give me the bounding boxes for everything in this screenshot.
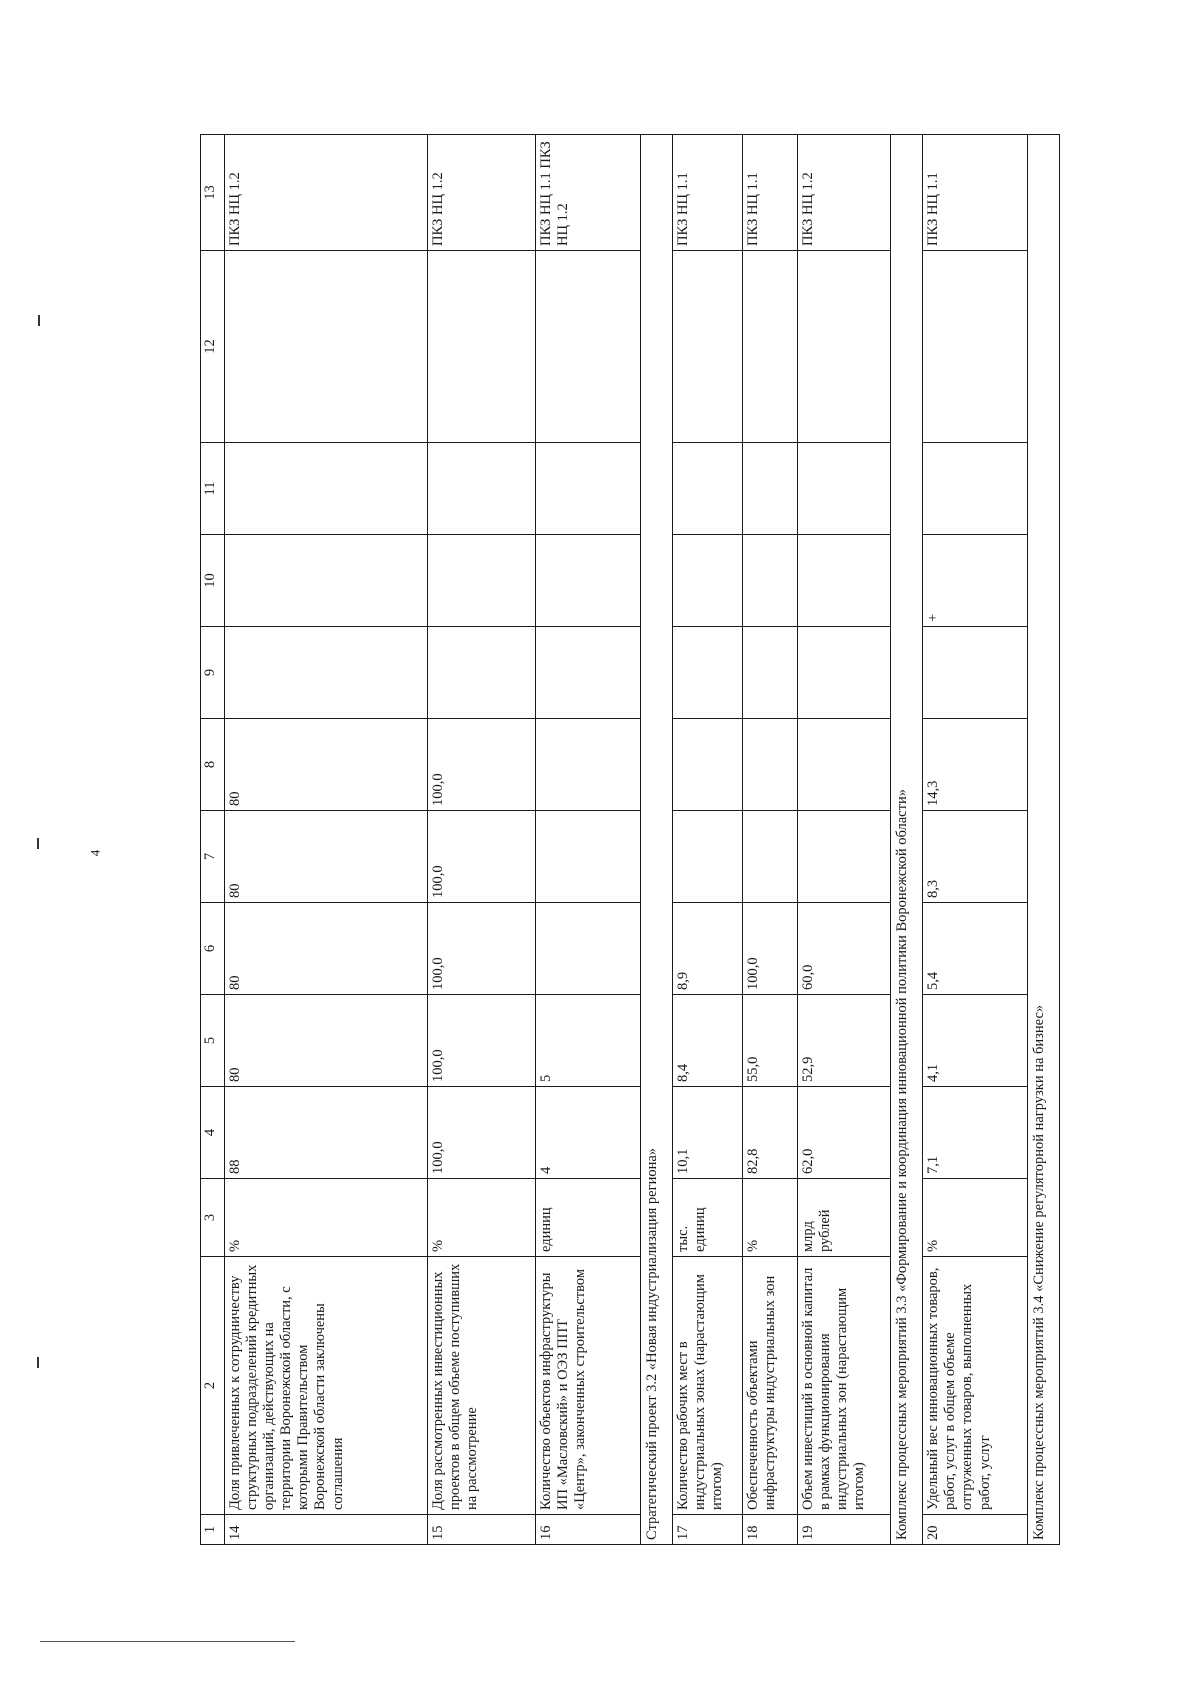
indicator-name: Количество объектов инфраструктуры ИП «Масловский» и ОЭЗ ППТ «Центр», законченных строительством — [535, 1257, 640, 1515]
value-col-11 — [427, 443, 535, 535]
value-col-10 — [672, 535, 743, 627]
value-col-11 — [743, 443, 798, 535]
section-title: Комплекс процессных мероприятий 3.4 «Снижение регуляторной нагрузки на бизнес» — [1028, 135, 1060, 1545]
indicator-name: Обеспеченность объектами инфраструктуры индустриальных зон — [743, 1257, 798, 1515]
col-header: 7 — [201, 811, 225, 903]
indicator-name: Количество рабочих мест в индустриальных зонах (нарастающим итогом) — [672, 1257, 743, 1515]
value-col-10 — [224, 535, 427, 627]
value-col-6: 100,0 — [743, 903, 798, 995]
value-col-4: 82,8 — [743, 1087, 798, 1179]
value-col-8: 80 — [224, 719, 427, 811]
row-number: 17 — [672, 1515, 743, 1545]
value-col-10 — [797, 535, 890, 627]
indicators-table-rotated — [200, 135, 1060, 1545]
unit: % — [427, 1179, 535, 1257]
reference-code: ПКЗ НЦ 1.1 ПКЗ НЦ 1.2 — [535, 135, 640, 251]
row-number: 20 — [923, 1515, 1028, 1545]
row-number: 16 — [535, 1515, 640, 1545]
value-col-8 — [535, 719, 640, 811]
col-header: 13 — [201, 135, 225, 251]
value-col-9 — [923, 627, 1028, 719]
value-col-10 — [535, 535, 640, 627]
value-col-11 — [923, 443, 1028, 535]
value-col-5: 5 — [535, 995, 640, 1087]
scan-mark-3 — [37, 1357, 39, 1368]
value-col-7: 100,0 — [427, 811, 535, 903]
col-header: 3 — [201, 1179, 225, 1257]
value-col-5: 80 — [224, 995, 427, 1087]
section-row — [1028, 135, 1060, 1545]
value-col-9 — [535, 627, 640, 719]
value-col-12 — [672, 251, 743, 443]
reference-code: ПКЗ НЦ 1.1 — [923, 135, 1028, 251]
value-col-10: + — [923, 535, 1028, 627]
unit: единиц — [535, 1179, 640, 1257]
col-header: 2 — [201, 1257, 225, 1515]
reference-code: ПКЗ НЦ 1.1 — [743, 135, 798, 251]
value-col-4: 62,0 — [797, 1087, 890, 1179]
col-header: 1 — [201, 1515, 225, 1545]
unit: тыс. единиц — [672, 1179, 743, 1257]
col-header: 9 — [201, 627, 225, 719]
value-col-9 — [672, 627, 743, 719]
value-col-6: 80 — [224, 903, 427, 995]
value-col-6: 8,9 — [672, 903, 743, 995]
value-col-9 — [427, 627, 535, 719]
value-col-10 — [743, 535, 798, 627]
row-number: 19 — [797, 1515, 890, 1545]
table-row — [224, 135, 427, 1545]
col-header: 5 — [201, 995, 225, 1087]
value-col-6: 5,4 — [923, 903, 1028, 995]
unit: % — [743, 1179, 798, 1257]
section-title: Комплекс процессных мероприятий 3.3 «Формирование и координация инновационной политики Воронежской области» — [891, 135, 923, 1545]
reference-code: ПКЗ НЦ 1.1 — [672, 135, 743, 251]
reference-code: ПКЗ НЦ 1.2 — [797, 135, 890, 251]
section-title: Стратегический проект 3.2 «Новая индустриализация региона» — [640, 135, 672, 1545]
value-col-7 — [535, 811, 640, 903]
value-col-11 — [535, 443, 640, 535]
scan-mark-2 — [37, 838, 39, 849]
indicator-name: Объем инвестиций в основной капитал в рамках функционирования индустриальных зон (нарастающим итогом) — [797, 1257, 890, 1515]
col-header: 4 — [201, 1087, 225, 1179]
unit: % — [923, 1179, 1028, 1257]
unit: млрд рублей — [797, 1179, 890, 1257]
value-col-12 — [743, 251, 798, 443]
value-col-8 — [743, 719, 798, 811]
value-col-4: 88 — [224, 1087, 427, 1179]
table-row — [672, 135, 743, 1545]
value-col-11 — [797, 443, 890, 535]
value-col-9 — [224, 627, 427, 719]
section-row — [640, 135, 672, 1545]
value-col-5: 52,9 — [797, 995, 890, 1087]
value-col-7: 8,3 — [923, 811, 1028, 903]
value-col-7 — [672, 811, 743, 903]
value-col-8: 14,3 — [923, 719, 1028, 811]
value-col-5: 100,0 — [427, 995, 535, 1087]
value-col-6: 100,0 — [427, 903, 535, 995]
reference-code: ПКЗ НЦ 1.2 — [224, 135, 427, 251]
unit: % — [224, 1179, 427, 1257]
value-col-8 — [672, 719, 743, 811]
value-col-4: 100,0 — [427, 1087, 535, 1179]
value-col-12 — [535, 251, 640, 443]
page-number: 4 — [87, 849, 103, 857]
value-col-5: 4,1 — [923, 995, 1028, 1087]
value-col-5: 55,0 — [743, 995, 798, 1087]
table-row — [743, 135, 798, 1545]
value-col-7: 80 — [224, 811, 427, 903]
table-row — [427, 135, 535, 1545]
indicator-name: Доля рассмотренных инвестиционных проектов в общем объеме поступивших на рассмотрение — [427, 1257, 535, 1515]
value-col-8 — [797, 719, 890, 811]
column-number-row — [201, 135, 225, 1545]
indicators-table — [200, 134, 1060, 1545]
table-row — [923, 135, 1028, 1545]
value-col-7 — [797, 811, 890, 903]
col-header: 12 — [201, 251, 225, 443]
value-col-8: 100,0 — [427, 719, 535, 811]
value-col-11 — [672, 443, 743, 535]
value-col-6: 60,0 — [797, 903, 890, 995]
value-col-12 — [797, 251, 890, 443]
table-row — [535, 135, 640, 1545]
value-col-4: 10,1 — [672, 1087, 743, 1179]
value-col-4: 4 — [535, 1087, 640, 1179]
section-row — [891, 135, 923, 1545]
table-row — [797, 135, 890, 1545]
row-number: 15 — [427, 1515, 535, 1545]
col-header: 11 — [201, 443, 225, 535]
indicator-name: Удельный вес инновационных товаров, работ, услуг в общем объеме отгруженных товаров, выполненных работ, услуг — [923, 1257, 1028, 1515]
value-col-5: 8,4 — [672, 995, 743, 1087]
reference-code: ПКЗ НЦ 1.2 — [427, 135, 535, 251]
scan-mark-1 — [38, 315, 40, 326]
row-number: 14 — [224, 1515, 427, 1545]
value-col-12 — [224, 251, 427, 443]
value-col-10 — [427, 535, 535, 627]
col-header: 6 — [201, 903, 225, 995]
value-col-9 — [797, 627, 890, 719]
row-number: 18 — [743, 1515, 798, 1545]
col-header: 8 — [201, 719, 225, 811]
value-col-12 — [427, 251, 535, 443]
value-col-6 — [535, 903, 640, 995]
value-col-11 — [224, 443, 427, 535]
col-header: 10 — [201, 535, 225, 627]
value-col-12 — [923, 251, 1028, 443]
value-col-9 — [743, 627, 798, 719]
value-col-4: 7,1 — [923, 1087, 1028, 1179]
value-col-7 — [743, 811, 798, 903]
indicator-name: Доля привлеченных к сотрудничеству структурных подразделений кредитных организаций, действующих на территории Воронежской области, с которыми Правительством Воронежской области заключены соглашения — [224, 1257, 427, 1515]
page-divider-line — [40, 1641, 295, 1642]
